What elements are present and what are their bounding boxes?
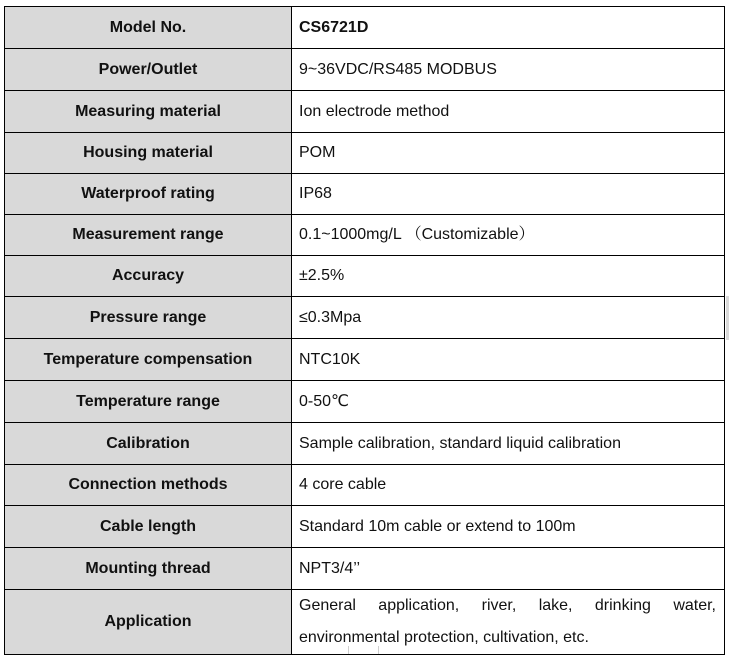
- param-name: Power/Outlet: [5, 49, 292, 91]
- table-row: [5, 423, 725, 465]
- table-row: [5, 7, 725, 49]
- param-value: Ion electrode method: [292, 91, 725, 133]
- param-name: Calibration: [5, 423, 292, 465]
- param-value: 0.1~1000mg/L （Customizable）: [292, 215, 725, 256]
- table-row: [5, 339, 725, 381]
- param-value: 4 core cable: [292, 465, 725, 506]
- table-row: [5, 215, 725, 256]
- param-value: General application, river, lake, drinking water, environmental protection, cultivation, etc.: [292, 590, 725, 655]
- table-row: [5, 590, 725, 655]
- table-row: [5, 506, 725, 548]
- param-value: POM: [292, 133, 725, 174]
- table-row: [5, 49, 725, 91]
- param-name: Waterproof rating: [5, 174, 292, 215]
- table-row: [5, 256, 725, 297]
- param-name: Housing material: [5, 133, 292, 174]
- page-fold-mark: [378, 646, 379, 654]
- table-row: [5, 381, 725, 423]
- param-value: ±2.5%: [292, 256, 725, 297]
- table-row: [5, 297, 725, 339]
- param-name: Temperature range: [5, 381, 292, 423]
- param-value: NPT3/4’’: [292, 548, 725, 590]
- param-name: Application: [5, 590, 292, 655]
- param-value: 9~36VDC/RS485 MODBUS: [292, 49, 725, 91]
- table-row: [5, 133, 725, 174]
- param-name: Connection methods: [5, 465, 292, 506]
- table-row: [5, 465, 725, 506]
- param-value: Standard 10m cable or extend to 100m: [292, 506, 725, 548]
- param-value: 0-50℃: [292, 381, 725, 423]
- param-value: IP68: [292, 174, 725, 215]
- param-name: Model No.: [5, 7, 292, 49]
- table-row: [5, 174, 725, 215]
- param-name: Measuring material: [5, 91, 292, 133]
- param-name: Pressure range: [5, 297, 292, 339]
- param-name: Temperature compensation: [5, 339, 292, 381]
- param-name: Cable length: [5, 506, 292, 548]
- table-row: [5, 548, 725, 590]
- param-value: Sample calibration, standard liquid calibration: [292, 423, 725, 465]
- page-fold-mark: [348, 646, 349, 654]
- param-name: Accuracy: [5, 256, 292, 297]
- param-value: NTC10K: [292, 339, 725, 381]
- table-row: [5, 91, 725, 133]
- param-name: Mounting thread: [5, 548, 292, 590]
- spec-table: [4, 6, 725, 655]
- param-value: CS6721D: [292, 7, 725, 49]
- param-value: ≤0.3Mpa: [292, 297, 725, 339]
- param-name: Measurement range: [5, 215, 292, 256]
